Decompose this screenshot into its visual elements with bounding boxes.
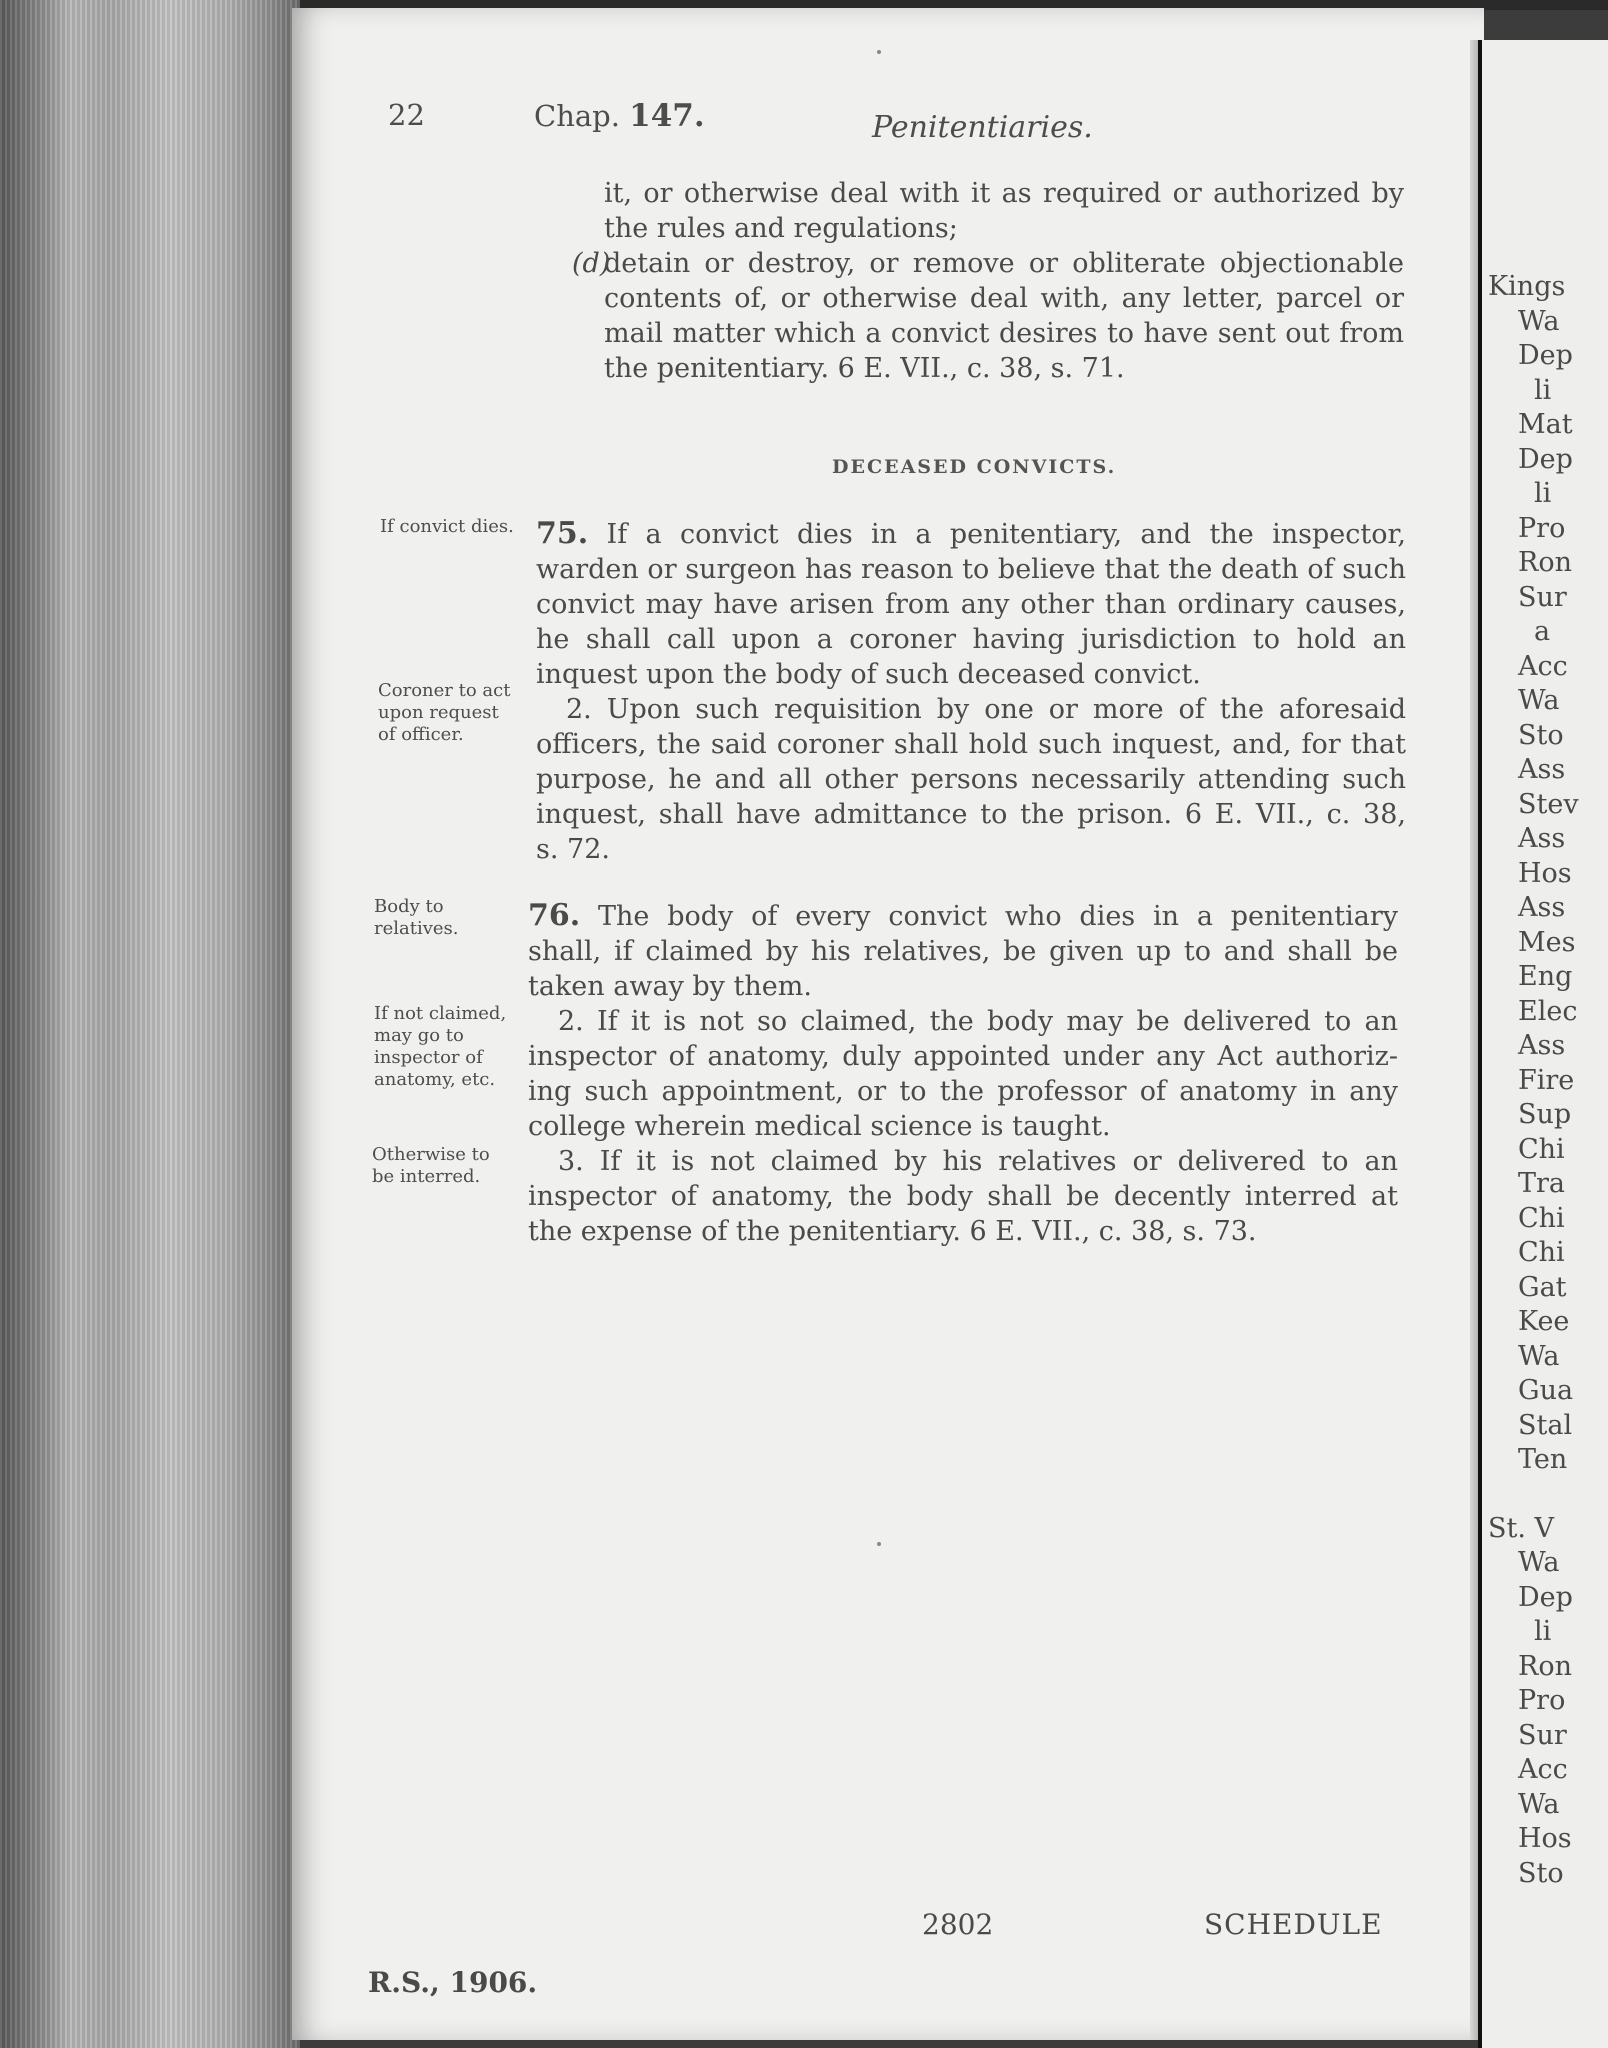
left-page [292,8,1484,2040]
right-page-line: Chi [1518,1133,1565,1165]
right-page-line: Kings [1488,271,1566,302]
text-line [536,516,1406,552]
footer-page-number: 2802 [922,1908,994,1941]
right-page [1478,40,1608,2048]
text-line: ing such appointment, or to the professor of anatomy in any [528,1076,1398,1107]
right-page-line: Wa [1518,685,1560,716]
right-page-line: Ten [1518,1444,1568,1475]
right-page-line: Sur [1518,581,1567,613]
right-page-line: Sup [1518,1099,1572,1130]
right-page-line: Wa [1518,305,1560,337]
text-line: the expense of the penitentiary. 6 E. VII., c. 38, s. 73. [528,1216,1257,1247]
right-page-line: Ron [1518,547,1572,578]
right-page-line: Hos [1518,1823,1572,1854]
text-span: The body of every convict who dies in a penitentiary [598,901,1398,932]
clause-d-label: (d) [572,248,611,279]
right-page-line: Ass [1518,1030,1566,1061]
right-page-line: Mes [1518,926,1576,958]
right-page-line: Ass [1518,823,1566,854]
text-line: contents of, or otherwise deal with, any letter, parcel or [604,283,1404,314]
text-line: he shall call upon a coroner having jurisdiction to hold an [536,624,1406,655]
chap-label: Chap. [534,99,620,133]
right-page-line: Dep [1518,443,1573,475]
section-number: 75. [536,516,589,551]
margin-note-body-to-relatives: Body to relatives. [374,896,459,939]
right-page-line: Sur [1518,1719,1567,1751]
right-page-line: St. V [1488,1512,1555,1544]
text-line: shall, if claimed by his relatives, be given up to and shall be [528,936,1398,967]
section-75 [536,516,1406,867]
text-line: the rules and regulations; [604,213,958,244]
text-span: If a convict dies in a penitentiary, and the inspector, [606,519,1406,550]
footer-rs-1906: R.S., 1906. [368,1966,538,1999]
text-line: warden or surgeon has reason to believe that the death of such [536,554,1406,585]
text-line: officers, the said coroner shall hold such inquest, and, for that [536,729,1406,760]
list-gap [1488,1478,1579,1512]
right-page-line: li [1534,374,1552,406]
right-page-line: Chi [1518,1237,1565,1268]
right-page-line: Eng [1518,961,1573,992]
right-page-line: Kee [1518,1306,1570,1337]
right-page-line: Gat [1518,1271,1567,1303]
text-line: inquest upon the body of such deceased convict. [536,659,1201,690]
right-page-line: Pro [1518,1685,1566,1716]
right-page-line: Dep [1518,340,1573,371]
margin-note-otherwise-interred: Otherwise to be interred. [372,1144,490,1187]
text-line: convict may have arisen from any other than ordinary causes, [536,589,1406,620]
section-number: 76. [528,898,581,933]
right-page-line: Gua [1518,1375,1574,1406]
book-page-edges [0,0,300,2048]
right-page-line: Acc [1518,650,1568,682]
text-line: inspector of anatomy, duly appointed under any Act authoriz- [528,1041,1398,1072]
text-line: 2. Upon such requisition by one or more of the aforesaid [566,694,1406,725]
text-line: s. 72. [536,834,610,865]
text-line: 3. If it is not claimed by his relatives or delivered to an [558,1146,1398,1177]
right-page-line: li [1534,1616,1552,1647]
paper-speck [877,50,881,54]
right-page-line: Ass [1518,754,1566,785]
right-page-line: Ron [1518,1650,1572,1682]
margin-note-coroner: Coroner to act upon request of officer. [378,680,511,745]
right-page-line: Stev [1518,788,1579,820]
right-page-line: Hos [1518,857,1572,889]
text-line: purpose, he and all other persons necessarily attending such [536,764,1406,795]
right-page-line: Ass [1518,892,1566,923]
section-heading: DECEASED CONVICTS. [832,456,1117,478]
text-line: taken away by them. [528,971,812,1002]
right-page-line: Wa [1518,1788,1560,1820]
right-page-line: Pro [1518,512,1566,544]
margin-note-if-convict-dies: If convict dies. [380,516,514,537]
right-page-line: Stal [1518,1409,1573,1441]
text-line: the penitentiary. 6 E. VII., c. 38, s. 71. [604,353,1125,384]
text-line: mail matter which a convict desires to have sent out from [604,318,1404,349]
right-page-line: Tra [1518,1168,1566,1199]
page-number: 22 [388,98,425,132]
right-page-line: a [1534,616,1551,647]
footer-schedule: SCHEDULE [1204,1908,1383,1941]
text-line: college wherein medical science is taught. [528,1111,1111,1142]
text-line: inspector of anatomy, the body shall be decently interred at [528,1181,1398,1212]
chap-number: 147. [629,98,705,134]
text-line: inquest, shall have admittance to the prison. 6 E. VII., c. 38, [536,799,1406,830]
right-page-line: Elec [1518,995,1578,1027]
right-page-line: Dep [1518,1581,1573,1613]
chapter-label [534,98,705,134]
right-page-line: Fire [1518,1064,1575,1096]
margin-note-if-not-claimed: If not claimed, may go to inspector of anatomy, etc. [374,1003,507,1090]
right-page-fragments [1488,270,1579,1891]
continuation-text [604,176,1404,246]
text-line: 2. If it is not so claimed, the body may be delivered to an [558,1006,1398,1037]
right-page-line: Chi [1518,1202,1565,1234]
running-title: Penitentiaries. [872,110,1093,145]
section-76 [528,898,1398,1249]
right-page-line: Sto [1518,719,1564,751]
text-line: it, or otherwise deal with it as required or authorized by [604,178,1404,209]
text-line: detain or destroy, or remove or obliterate objectionable [604,248,1404,279]
right-page-line: Wa [1518,1340,1560,1372]
right-page-line: Acc [1518,1754,1568,1785]
right-page-line: li [1534,478,1552,509]
text-line [528,898,1398,934]
paper-speck [877,1542,881,1546]
right-page-line: Mat [1518,409,1573,440]
clause-d-text [604,246,1404,386]
right-page-line: Sto [1518,1857,1564,1889]
right-page-line: Wa [1518,1547,1560,1578]
